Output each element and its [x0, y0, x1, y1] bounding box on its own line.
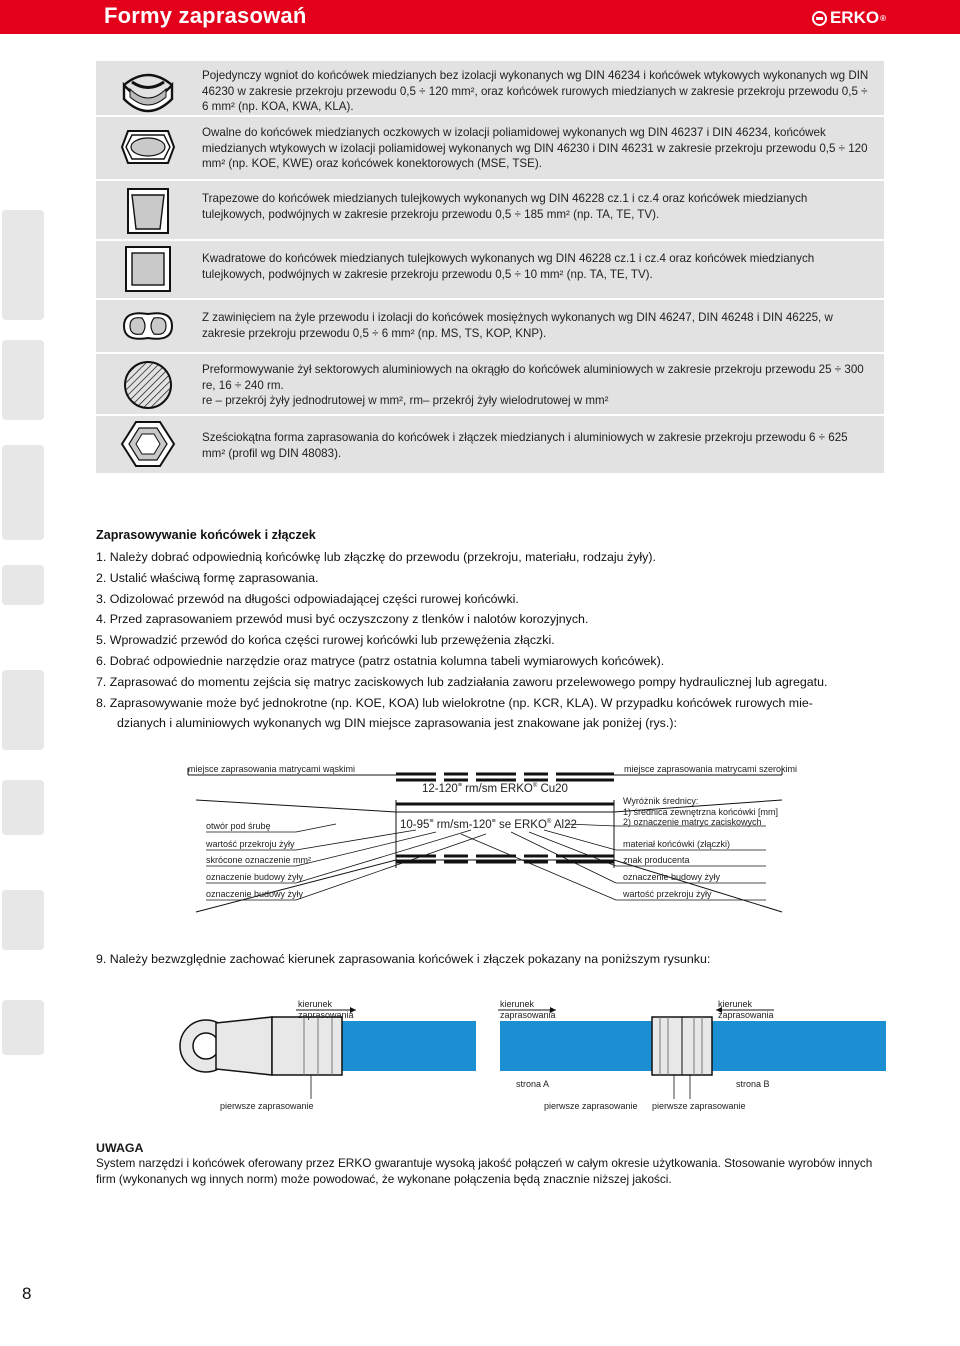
direction-label-line: zaprasowania — [718, 1010, 774, 1020]
right-label: materiał końcówki (złączki) — [623, 839, 731, 849]
first-crimp-label: pierwsze zaprasowanie — [652, 1101, 746, 1111]
marking-code-copper — [422, 782, 568, 795]
left-label: wartość przekroju żyły — [206, 839, 295, 849]
crimp-row — [96, 181, 884, 239]
narrow-die-label: miejsce zaprasowania matrycami wąskimi — [188, 764, 356, 774]
wide-die-label: miejsce zaprasowania matrycami szerokimi — [624, 764, 798, 774]
direction-label — [500, 999, 556, 1021]
sector-preform-icon — [120, 360, 176, 410]
direction-label — [298, 999, 354, 1021]
crimp-row — [96, 241, 884, 299]
oval-crimp-icon — [120, 127, 176, 167]
right-label: wartość przekroju żyły — [623, 889, 712, 899]
code-value: 10-95 — [400, 818, 430, 831]
instruction-step: 4. Przed zaprasowaniem przewód musi być oczyszczony z tlenków i nalotów korozyjnych. — [96, 612, 589, 627]
warning-title: UWAGA — [96, 1141, 144, 1155]
instruction-step: 2. Ustalić właściwą formę zaprasowania. — [96, 570, 319, 585]
code-sup: ® — [546, 819, 552, 825]
right-header: Wyróżnik średnicy: — [623, 796, 699, 806]
tape-icon — [2, 565, 44, 605]
instruction-step: 6. Dobrać odpowiednie narzędzie oraz matryce (patrz ostatnia kolumna tabeli wymiarowych końcówek). — [96, 653, 665, 668]
direction-label-line: zaprasowania — [298, 1010, 354, 1020]
crimp-forms-panel — [96, 61, 884, 473]
instruction-step: 3. Odizolować przewód na długości odpowiadającej części rurowej końcówki. — [96, 591, 519, 606]
crimp-description: Pojedynczy wgniot do końcówek miedzianych bez izolacji wykonanych wg DIN 46234 i końcówek wtykowych wykonanych wg DIN 46230 w zakresie przekroju przewodu 0,5 ÷ 120 mm², oraz końcówek rurowych miedzianych w zakresie przekroju przewodu 0,5 ÷ 6 mm² (np. KOA, KWA, KLA). — [202, 69, 869, 114]
section-title: Zaprasowywanie końcówek i złączek — [96, 528, 316, 542]
direction-label-line: zaprasowania — [500, 1010, 556, 1020]
hydraulic-tool-icon — [2, 670, 44, 750]
crimp-direction-figure — [96, 995, 886, 1115]
instruction-step: 5. Wprowadzić przewód do końca części rurowej końcówki lub przewężenia złączki. — [96, 633, 555, 648]
page-number: 8 — [22, 1284, 32, 1303]
instruction-step: 1. Należy dobrać odpowiednią końcówkę lub złączkę do przewodu (przekroju, materiału, rodzaju żyły). — [96, 550, 656, 564]
crimp-row — [96, 117, 884, 179]
crimp-row — [96, 61, 884, 119]
crimp-row — [96, 354, 884, 414]
cable-lug-icon — [2, 1000, 44, 1055]
code-value: rm/sm ERKO — [461, 782, 533, 795]
toolbox-icon — [2, 780, 44, 835]
crimp-description: Trapezowe do końcówek miedzianych tulejkowych wykonanych wg DIN 46228 cz.1 i cz.4 oraz końcówek miedzianych tulejkowych, podwójnych w zakresie przekroju przewodu 0,5 ÷ 185 mm² (np. TA, TE, TV). — [202, 192, 808, 221]
left-label: skrócone oznaczenie mm² — [206, 855, 312, 865]
wrap-crimp-icon — [120, 304, 176, 348]
instruction-step: dzianych i aluminiowych wykonanych wg DIN miejsce zaprasowania jest znakowane jak poniżej (rys.): — [117, 716, 677, 731]
warning-text: System narzędzi i końcówek oferowany przez ERKO gwarantuje wysoką jakość połączeń w całym okresie użytkowania. Stosowanie wyrobów innych firm (wykonanych wg innych norm) może powodować, że wykonane połączenia będą znacznie niższej jakości. — [96, 1156, 873, 1186]
instruction-step: 7. Zaprasować do momentu zejścia się matryc zaciskowych lub zadziałania zaworu przelewowego pompy hydraulicznej lub agregatu. — [96, 674, 828, 689]
code-sup: ≡ — [457, 782, 462, 789]
page-title: Formy zaprasowań — [104, 3, 307, 28]
direction-label-line: kierunek — [298, 999, 333, 1009]
code-value: Cu20 — [537, 782, 568, 795]
code-sup: ≡ — [491, 818, 496, 825]
brand-logo — [812, 8, 886, 28]
direction-label-line: kierunek — [718, 999, 753, 1009]
sidebar-decoration — [0, 200, 48, 1060]
left-label: oznaczenie budowy żyły — [206, 889, 304, 899]
first-crimp-label: pierwsze zaprasowanie — [544, 1101, 638, 1111]
marking-code-aluminium — [400, 818, 577, 831]
crimp-row — [96, 300, 884, 352]
right-header-line: 2) oznaczenie matryc zaciskowych — [623, 817, 762, 827]
crimp-description: Preformowywanie żył sektorowych aluminiowych na okrągło do końcówek aluminiowych w zakresie przekroju przewodu 25 ÷ 300 re, 16 ÷ 240 rm. — [202, 363, 864, 392]
code-value: se ERKO — [495, 818, 547, 831]
instruction-step-9: 9. Należy bezwzględnie zachować kierunek zaprasowania końcówek i złączek pokazany na poniższym rysunku: — [96, 952, 711, 966]
code-sup: ® — [532, 783, 538, 789]
crimp-row — [96, 416, 884, 472]
cable-cutter-icon — [2, 340, 44, 420]
trapezoid-crimp-icon — [120, 187, 176, 235]
brand-reg-mark: ® — [880, 13, 886, 23]
left-label: oznaczenie budowy żyły — [206, 872, 304, 882]
direction-label — [718, 999, 774, 1021]
hexagonal-crimp-icon — [120, 420, 176, 468]
erko-logo-icon — [812, 11, 827, 26]
side-a-label: strona A — [516, 1079, 550, 1089]
right-label: znak producenta — [623, 855, 690, 865]
code-value: 12-120 — [422, 782, 458, 795]
pliers-icon — [2, 445, 44, 540]
code-sup: ≡ — [429, 818, 434, 825]
marking-diagram — [96, 760, 884, 940]
instruction-step: 8. Zaprasowywanie może być jednokrotne (np. KOE, KOA) lub wielokrotne (np. KCR, KLA). W przypadku końcówek rurowych mie- — [96, 695, 813, 710]
tool-case-icon — [2, 890, 44, 950]
square-crimp-icon — [120, 245, 176, 293]
crimp-description: Owalne do końcówek miedzianych oczkowych w izolacji poliamidowej wykonanych wg DIN 46237 i DIN 46234, końcówek miedzianych wtykowych w izolacji poliamidowej wykonanych wg DIN 46230 i DIN 46231 w zakresie przekroju przewodu 0,5 ÷ 120 mm² (np. KOE, KWE) oraz końcówek konektorowych (MSE, TSE). — [202, 126, 868, 171]
code-value: Al22 — [551, 818, 577, 831]
side-b-label: strona B — [736, 1079, 770, 1089]
first-crimp-label: pierwsze zaprasowanie — [220, 1101, 314, 1111]
crimp-description: Z zawinięciem na żyle przewodu i izolacji do końcówek mosiężnych wykonanych wg DIN 46247, DIN 46248 i DIN 46225, w zakresie przekroju przewodu 0,5 ÷ 6 mm² (np. MS, TS, KOP, KNP). — [202, 311, 833, 340]
code-value: rm/sm-120 — [433, 818, 492, 831]
right-label: oznaczenie budowy żyły — [623, 872, 721, 882]
right-header-line: 1) średnica zewnętrzna końcówki [mm] — [623, 807, 779, 817]
crimp-description: Sześciokątna forma zaprasowania do końcówek i złączek miedzianych i aluminiowych w zakresie przekroju przewodu 6 ÷ 625 mm² (profil wg DIN 48083). — [202, 431, 848, 460]
brand-name: ERKO — [829, 8, 880, 27]
single-indent-crimp-icon — [120, 69, 176, 113]
left-label: otwór pod śrubę — [206, 821, 271, 831]
crimping-tool-icon — [2, 210, 44, 320]
instruction-list — [96, 547, 886, 734]
crimp-note: re – przekrój żyły jednodrutowej w mm², rm– przekrój żyły wielodrutowej w mm² — [202, 394, 609, 407]
crimp-description: Kwadratowe do końcówek miedzianych tulejkowych wykonanych wg DIN 46228 cz.1 i cz.4 oraz końcówek miedzianych tulejkowych, podwójnych w zakresie przekroju przewodu 0,5 ÷ 10 mm² (np. TA, TE, TV). — [202, 252, 815, 281]
direction-label-line: kierunek — [500, 999, 535, 1009]
